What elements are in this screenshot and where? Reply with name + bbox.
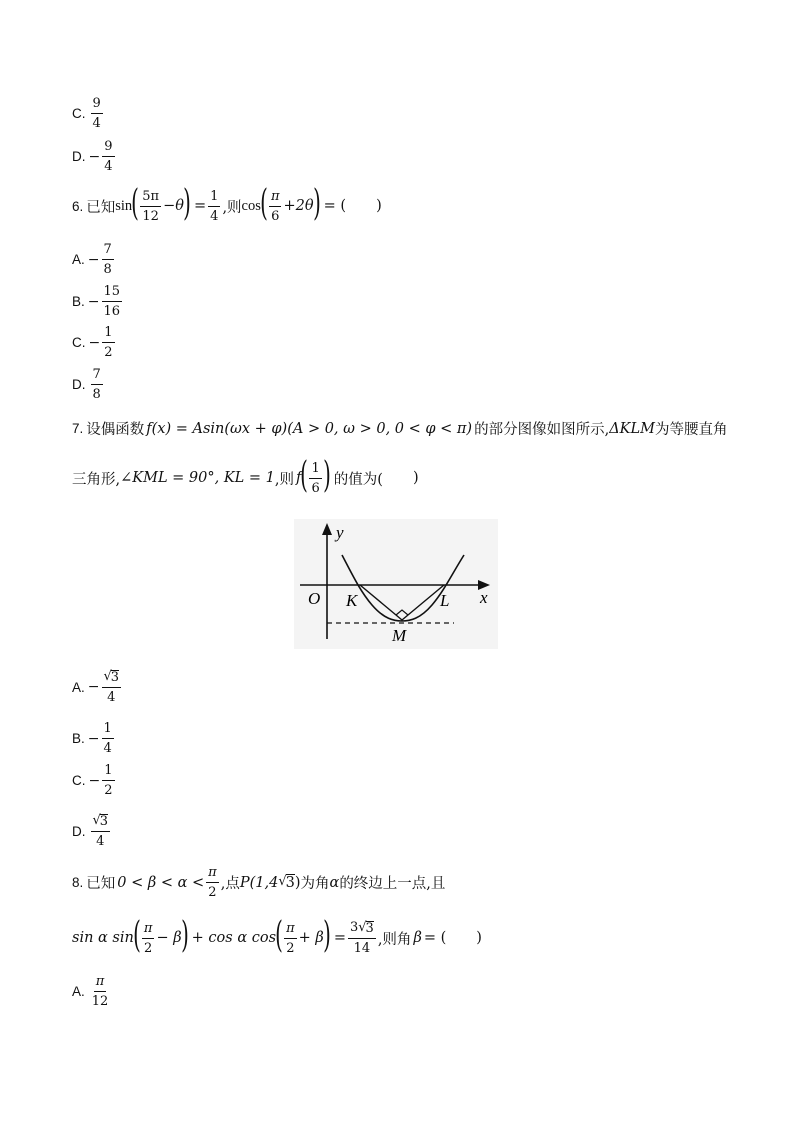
fraction: $\frac{9}{4}$ <box>92 96 101 131</box>
q8-option-a[interactable]: A. $\frac{\pi}{12}$ <box>72 974 109 1009</box>
q7-option-c[interactable]: C. − $\frac{1}{2}$ <box>72 763 113 798</box>
q7-option-b[interactable]: B. − $\frac{1}{4}$ <box>72 721 112 756</box>
option-label: C. <box>72 106 86 121</box>
label-x: x <box>480 588 488 607</box>
question-number: 8. <box>72 875 84 890</box>
q6-option-c[interactable]: C. − $\frac{1}{2}$ <box>72 325 113 360</box>
q5-option-c[interactable] <box>72 97 105 130</box>
q7-option-d[interactable]: D. √ 3 4 <box>72 813 109 849</box>
fraction: $\frac{9}{4}$ <box>104 139 113 174</box>
q8-stem-line1: 8. 已知 0 < β < α < $\frac{\pi}{2}$ ,点 P(1,4 √ 3 ) 为角 α 的终边上一点,且 <box>72 865 446 900</box>
option-label: D. <box>72 149 86 164</box>
label-y: y <box>336 523 344 542</box>
label-m: M <box>392 626 407 645</box>
question-number: 7. <box>72 421 84 436</box>
q7-option-a[interactable]: A. − √ 3 4 <box>72 669 120 705</box>
fraction: $\frac{1}{4}$ <box>210 188 219 224</box>
question-number: 6. <box>72 198 84 214</box>
fraction: $\frac{5\pi}{12}$ <box>142 188 160 224</box>
q8-stem-line2: sin α sin ( $\frac{\pi}{2}$ − β ) + cos α cos ( $\frac{\pi}{2}$ + β ) = 3 √ 3 14 ,则角 β = ( ) <box>72 915 482 956</box>
label-o: O <box>308 589 321 608</box>
q7-function-graph <box>294 519 498 649</box>
q6-stem: 6. 已知 sin ( $\frac{5\pi}{12}$ −θ ) = $\frac{1}{4}$ ,则 cos ( $\frac{\pi}{6}$ +2θ ) = ( ) <box>72 183 382 224</box>
q7-stem-line2: 三角形, ∠KML = 90°, KL = 1 ,则 f ( $\frac{1}{6}$ ) 的值为( ) <box>72 455 419 496</box>
q7-stem-line1: 7. 设偶函数 f(x) = Asin(ωx + φ)(A > 0, ω > 0, 0 < φ < π) 的部分图像如图所示, ΔKLM 为等腰直角 <box>72 420 728 438</box>
minus-sign: − <box>88 148 101 165</box>
label-l: L <box>440 591 450 610</box>
fraction: $\frac{\pi}{6}$ <box>270 188 280 224</box>
q6-option-b[interactable]: B. − $\frac{15}{16}$ <box>72 284 121 319</box>
label-k: K <box>346 591 358 610</box>
q5-option-d[interactable] <box>72 140 117 173</box>
q6-option-d[interactable]: D. $\frac{7}{8}$ <box>72 367 101 402</box>
q6-option-a[interactable]: A. − $\frac{7}{8}$ <box>72 242 112 277</box>
